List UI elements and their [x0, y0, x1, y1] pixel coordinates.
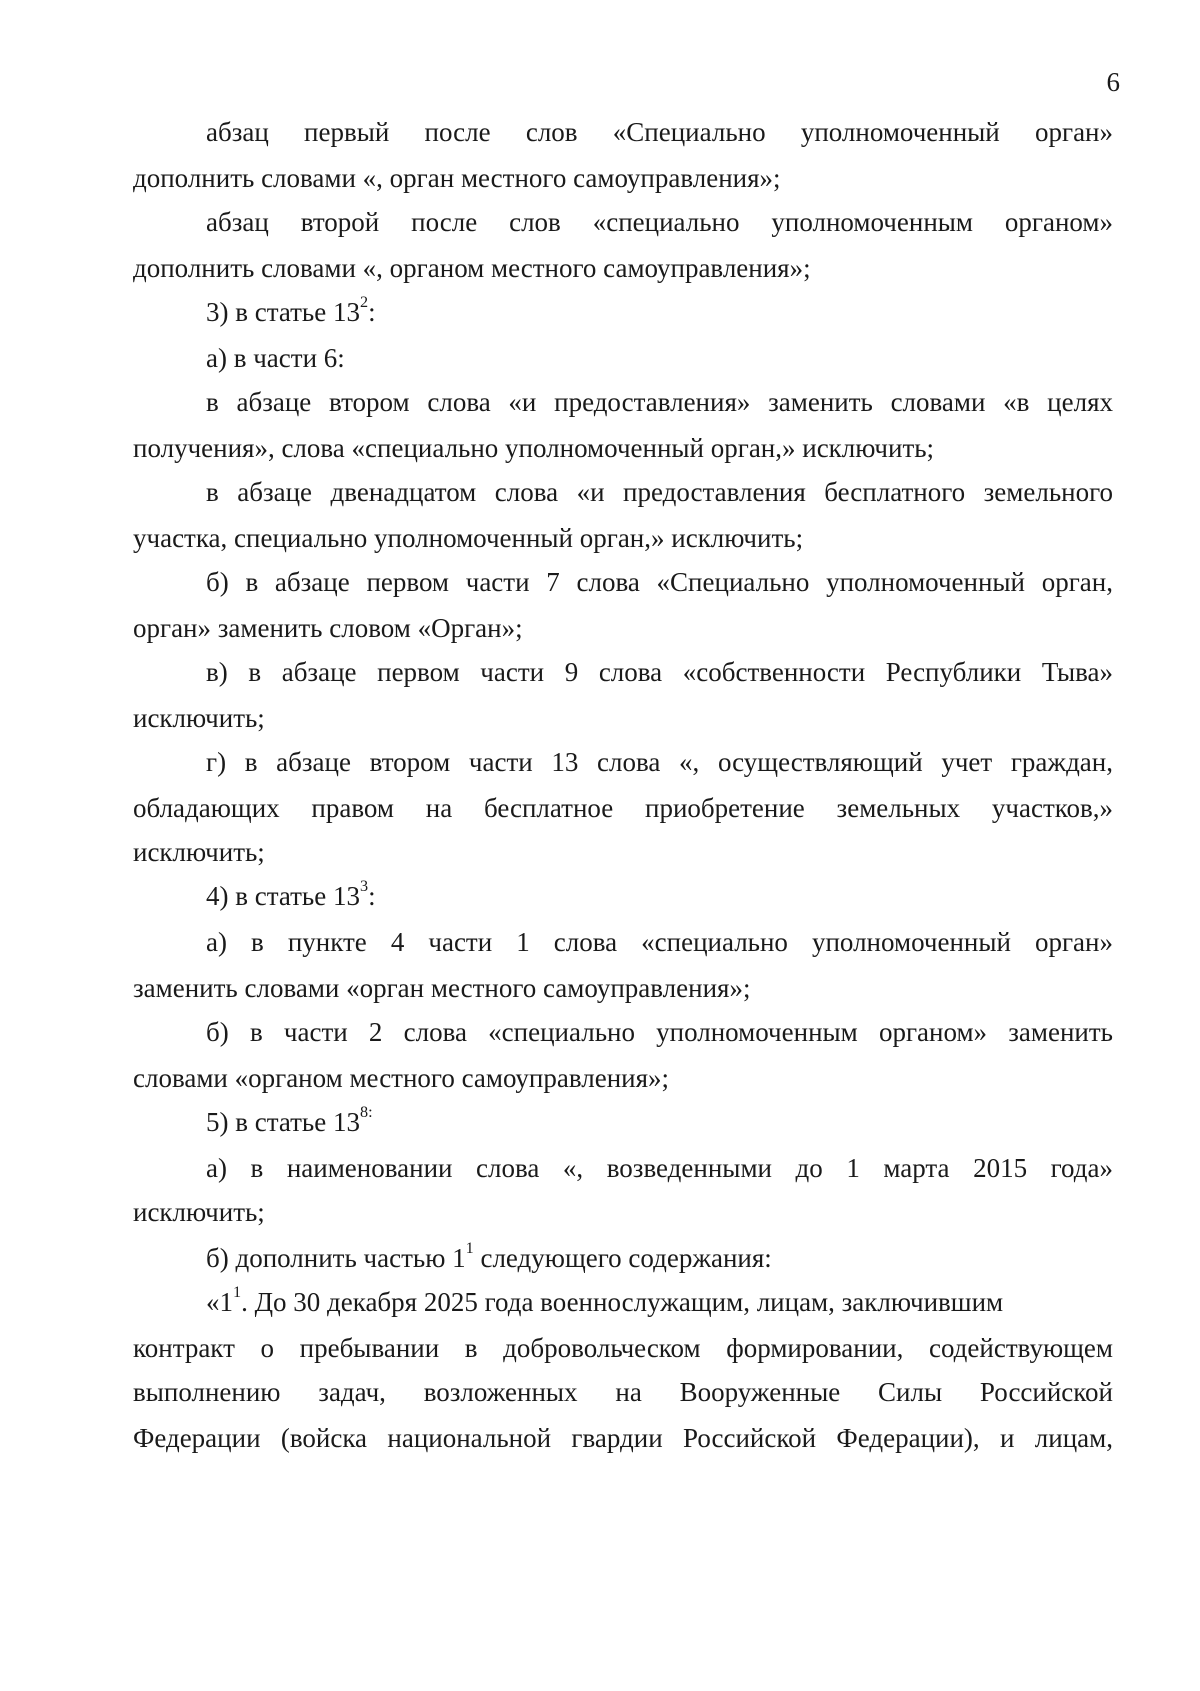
line-text: «1 [206, 1287, 233, 1317]
text-line: получения», слова «специально уполномоченный орган,» исключить; [133, 433, 935, 463]
text-line: орган» заменить словом «Орган»; [133, 613, 523, 643]
line-text: . До 30 декабря 2025 года военнослужащим, лицам, заключившим [241, 1287, 1004, 1317]
line-text: : [368, 297, 376, 327]
text-line: словами «органом местного самоуправления»; [133, 1063, 670, 1093]
text-line: дополнить словами «, органом местного самоуправления»; [133, 253, 811, 283]
text-line: Федерации (войска национальной гвардии Российской Федерации), и лицам, [133, 1423, 1113, 1453]
text-line: исключить; [133, 703, 265, 733]
text-line: абзац второй после слов «специально уполномоченным органом» [206, 207, 1113, 237]
superscript: 2 [359, 293, 369, 312]
text-line: обладающих правом на бесплатное приобретение земельных участков,» [133, 793, 1113, 823]
line-text: : [368, 881, 376, 911]
superscript: 1 [233, 1283, 242, 1302]
text-line: а) в пункте 4 части 1 слова «специально уполномоченный орган» [206, 927, 1113, 957]
text-line [206, 294, 1113, 330]
line-text: 5) в статье 13 [206, 1107, 360, 1137]
text-line: выполнению задач, возложенных на Вооруженные Силы Российской [133, 1377, 1113, 1407]
text-line: абзац первый после слов «Специально уполномоченный орган» [206, 117, 1113, 147]
text-line: б) в абзаце первом части 7 слова «Специально уполномоченный орган, [206, 567, 1113, 597]
superscript: 3 [359, 877, 369, 896]
text-line: в абзаце двенадцатом слова «и предоставления бесплатного земельного [206, 477, 1113, 507]
text-line: исключить; [133, 1197, 265, 1227]
line-text: 3) в статье 13 [206, 297, 360, 327]
text-line [206, 1104, 1113, 1140]
superscript: 8: [359, 1103, 373, 1122]
text-line: участка, специально уполномоченный орган,» исключить; [133, 523, 804, 553]
text-line: в) в абзаце первом части 9 слова «собственности Республики Тыва» [206, 657, 1113, 687]
text-line: в абзаце втором слова «и предоставления» заменить словами «в целях [206, 387, 1113, 417]
text-line: дополнить словами «, орган местного самоуправления»; [133, 163, 781, 193]
text-line: а) в наименовании слова «, возведенными до 1 марта 2015 года» [206, 1153, 1113, 1183]
text-line: а) в части 6: [206, 343, 345, 373]
text-line: заменить словами «орган местного самоуправления»; [133, 973, 751, 1003]
text-line: исключить; [133, 837, 265, 867]
line-text: б) дополнить частью 1 [206, 1243, 466, 1273]
page-number: 6 [1106, 67, 1120, 97]
line-text: 4) в статье 13 [206, 881, 360, 911]
text-line [206, 1240, 1113, 1276]
line-text: следующего содержания: [473, 1243, 772, 1273]
text-line: г) в абзаце втором части 13 слова «, осуществляющий учет граждан, [206, 747, 1113, 777]
text-line [206, 878, 1113, 914]
text-line: контракт о пребывании в добровольческом формировании, содействующем [133, 1333, 1113, 1363]
text-line: б) в части 2 слова «специально уполномоченным органом» заменить [206, 1017, 1113, 1047]
text-line [206, 1284, 1113, 1320]
superscript: 1 [465, 1239, 474, 1258]
